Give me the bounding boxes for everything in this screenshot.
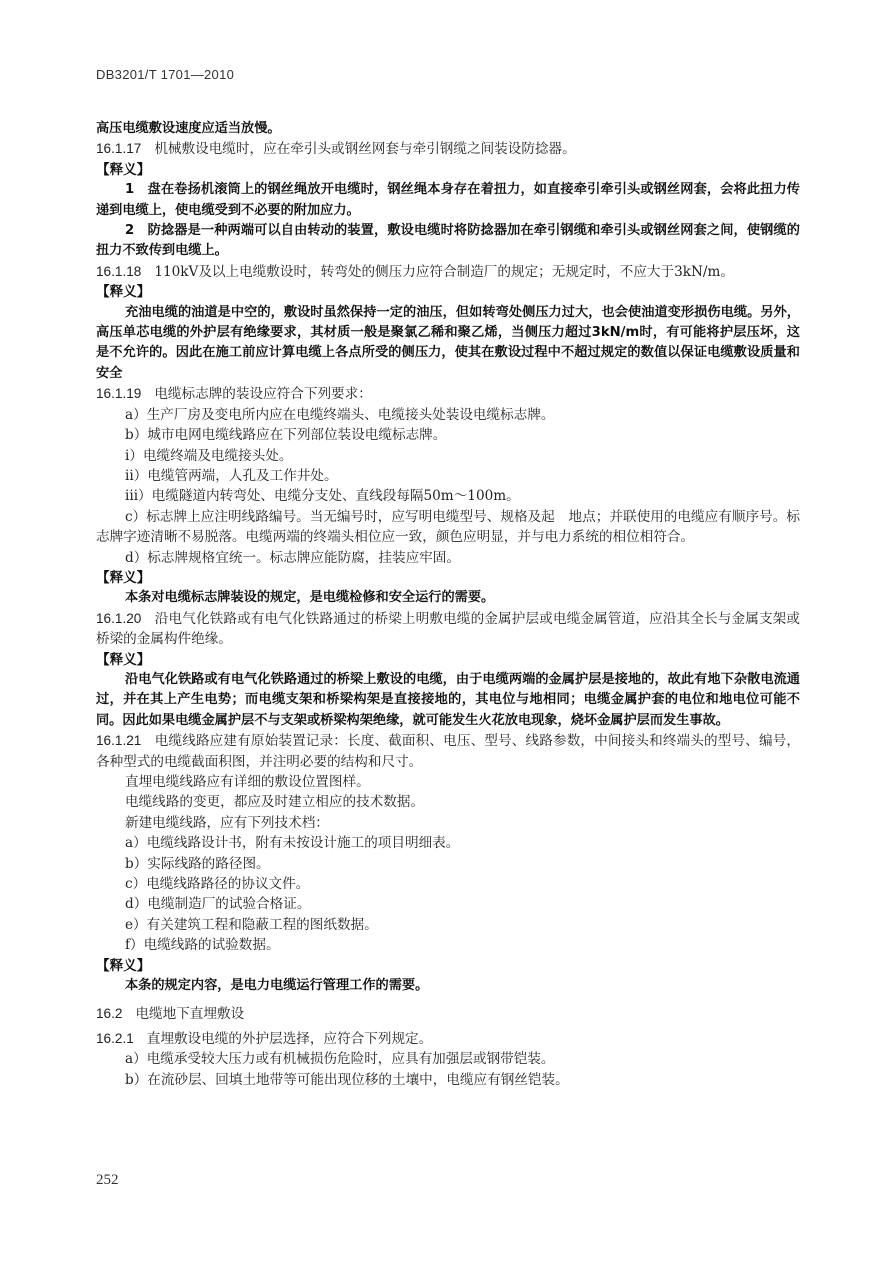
clause-text: 电缆标志牌的装设应符合下列要求： bbox=[154, 386, 372, 403]
clause-text: 110kV及以上电缆敷设时，转弯处的侧压力应符合制造厂的规定；无规定时，不应大于3kN/m。 bbox=[154, 263, 734, 280]
clause-number: 16.1.21 bbox=[96, 733, 142, 749]
clause-16-1-20 bbox=[96, 609, 800, 650]
clause-16-1-19 bbox=[96, 384, 800, 404]
explanation-paragraph: 1 盘在卷扬机滚筒上的钢丝绳放开电缆时，钢丝绳本身存在着扭力，如直接牵引牵引头或钢丝网套，会将此扭力传递到电缆上，使电缆受到不必要的附加应力。 bbox=[96, 182, 800, 218]
clause-16-1-21 bbox=[96, 731, 800, 772]
explanation-paragraph: 2 防捻器是一种两端可以自由转动的装置，敷设电缆时将防捻器加在牵引钢缆和牵引头或钢丝网套之间，使钢缆的扭力不致传到电缆上。 bbox=[96, 223, 800, 259]
clause-number: 16.1.18 bbox=[96, 263, 142, 279]
explanation-label: 【释义】 bbox=[96, 161, 151, 178]
list-item: c）电缆线路路径的协议文件。 bbox=[125, 876, 310, 893]
explanation-paragraph: 充油电缆的油道是中空的，敷设时虽然保持一定的油压，但如转弯处侧压力过大，也会使油道变形损伤电缆。另外，高压单芯电缆的外护层有绝缘要求，其材质一般是聚氯乙稀和聚乙烯，当侧压力超过3kN/m时，有可能将护层压坏，这是不允许的。因此在施工前应计算电缆上各点所受的侧压力，使其在敷设过程中不超过规定的数值以保证电缆敷设质量和安全 bbox=[96, 304, 800, 381]
clause-text: 沿电气化铁路或有电气化铁路通过的桥梁上明敷电缆的金属护层或电缆金属管道，应沿其全长与金属支架或桥梁的金属构件绝缘。 bbox=[96, 610, 801, 648]
paragraph: 直埋电缆线路应有详细的敷设位置图样。 bbox=[125, 774, 370, 790]
list-item: i）电缆终端及电缆接头处。 bbox=[125, 447, 293, 464]
clause-16-2-1 bbox=[96, 1029, 800, 1049]
clause-number: 16.1.17 bbox=[96, 141, 142, 157]
list-item: b）实际线路的路径图。 bbox=[125, 855, 270, 872]
clause-16-1-18 bbox=[96, 262, 800, 282]
paragraph: 新建电缆线路，应有下列技术档： bbox=[125, 814, 329, 831]
clause-number: 16.1.19 bbox=[96, 386, 142, 402]
list-item: a）生产厂房及变电所内应在电缆终端头、电缆接头处装设电缆标志牌。 bbox=[125, 406, 555, 423]
list-item: iii）电缆隧道内转弯处、电缆分支处、直线段每隔50m～100m。 bbox=[125, 488, 520, 505]
list-item: b）在流砂层、回填土地带等可能出现位移的土壤中，电缆应有钢丝铠装。 bbox=[125, 1071, 569, 1088]
clause-16-1-17 bbox=[96, 139, 800, 159]
clause-text: 机械敷设电缆时，应在牵引头或钢丝网套与牵引钢缆之间装设防捻器。 bbox=[154, 141, 576, 158]
clause-text: 直埋敷设电缆的外护层选择，应符合下列规定。 bbox=[146, 1030, 433, 1047]
section-title: 电缆地下直埋敷设 bbox=[135, 1006, 245, 1023]
paragraph: 高压电缆敷设速度应适当放慢。 bbox=[96, 121, 281, 136]
list-item: f）电缆线路的试验数据。 bbox=[125, 937, 280, 954]
explanation-paragraph: 本条的规定内容，是电力电缆运行管理工作的需要。 bbox=[125, 978, 429, 994]
paragraph: 电缆线路的变更，都应及时建立相应的技术数据。 bbox=[125, 794, 425, 811]
list-item: c）标志牌上应注明线路编号。当无编号时，应写明电缆型号、规格及起 地点；并联使用的电缆应有顺序号。标志牌字迹清晰不易脱落。电缆两端的终端头相位应一致，颜色应明显，并与电力系统的相位相符合。 bbox=[96, 508, 800, 546]
page-number: 252 bbox=[96, 1172, 119, 1188]
document-body bbox=[96, 119, 800, 1090]
section-number: 16.2 bbox=[96, 1006, 123, 1022]
explanation-label: 【释义】 bbox=[96, 569, 151, 586]
clause-number: 16.2.1 bbox=[96, 1030, 134, 1046]
list-item: e）有关建筑工程和隐蔽工程的图纸数据。 bbox=[125, 916, 378, 933]
list-item: a）电缆承受较大压力或有机械损伤危险时，应具有加强层或钢带铠装。 bbox=[125, 1051, 555, 1068]
list-item: d）标志牌规格宜统一。标志牌应能防腐，挂装应牢固。 bbox=[125, 549, 460, 566]
explanation-label: 【释义】 bbox=[96, 651, 151, 668]
explanation-label: 【释义】 bbox=[96, 284, 151, 301]
clause-number: 16.1.20 bbox=[96, 610, 142, 626]
list-item: a）电缆线路设计书，附有未按设计施工的项目明细表。 bbox=[125, 835, 460, 852]
list-item: d）电缆制造厂的试验合格证。 bbox=[125, 896, 311, 913]
list-item: b）城市电网电缆线路应在下列部位装设电缆标志牌。 bbox=[125, 427, 447, 444]
explanation-label: 【释义】 bbox=[96, 957, 151, 974]
explanation-paragraph: 本条对电缆标志牌装设的规定，是电缆检修和安全运行的需要。 bbox=[125, 590, 495, 606]
document-code-header: DB3201/T 1701—2010 bbox=[96, 67, 235, 82]
clause-text: 电缆线路应建有原始装置记录：长度、截面积、电压、型号、线路参数，中间接头和终端头的型号、编号，各种型式的电缆截面积图，并注明必要的结构和尺寸。 bbox=[96, 733, 801, 770]
section-heading bbox=[96, 1004, 800, 1024]
list-item: ii）电缆管两端，人孔及工作井处。 bbox=[125, 467, 338, 484]
explanation-paragraph: 沿电气化铁路或有电气化铁路通过的桥梁上敷设的电缆，由于电缆两端的金属护层是接地的，故此有地下杂散电流通过，并在其上产生电势；而电缆支架和桥梁构架是直接接地的，其电位与地相同；电缆金属护套的电位和地电位可能不同。因此如果电缆金属护层不与支架或桥梁构架绝缘，就可能发生火花放电现象，烧坏金属护层而发生事故。 bbox=[96, 671, 800, 728]
